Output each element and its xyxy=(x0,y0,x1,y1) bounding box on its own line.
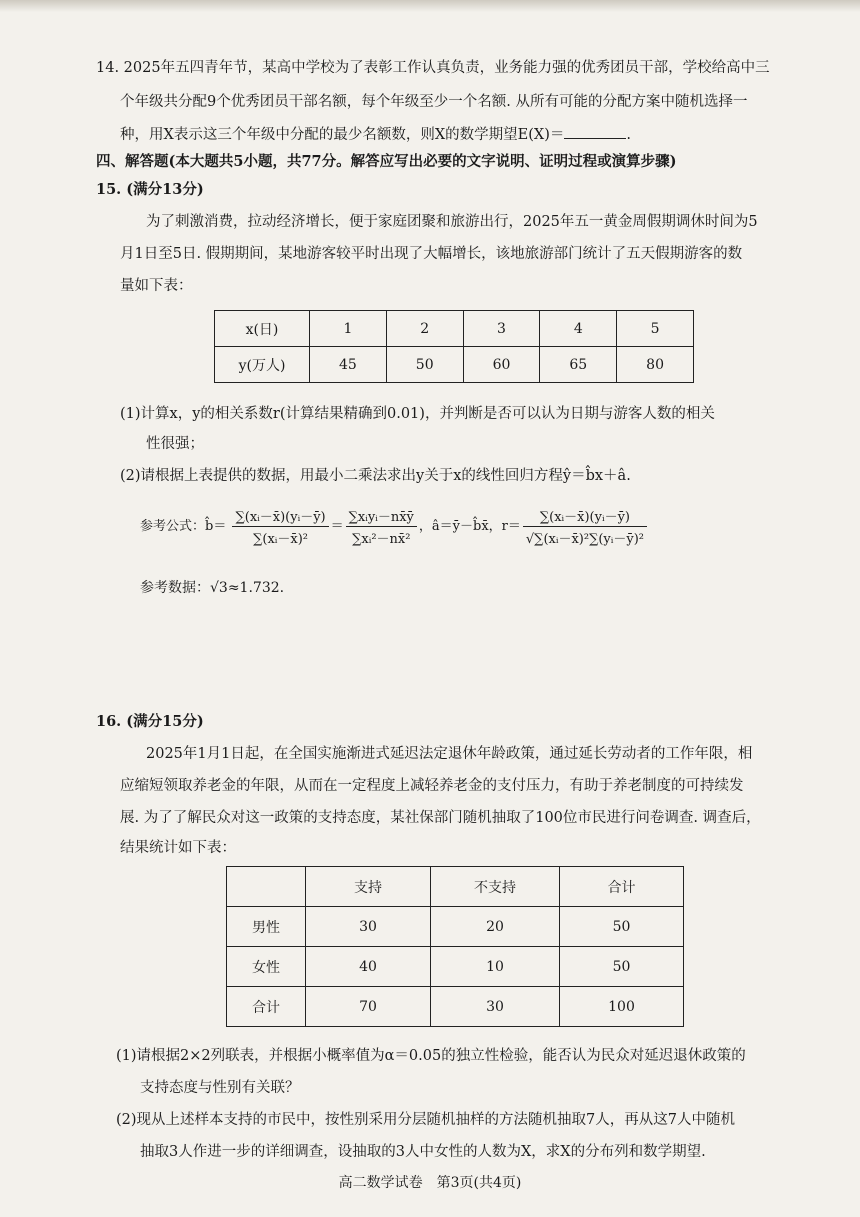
b-hat: b̂＝ xyxy=(205,519,227,534)
q15-p2: 月1日至5日. 假期期间，某地游客较平时出现了大幅增长，该地旅游部门统计了五天假期游客的数 xyxy=(120,246,743,262)
fraction-3 xyxy=(523,506,647,547)
table-cell: 合计 xyxy=(227,987,306,1027)
q15-part1-cont: 性很强； xyxy=(146,436,204,452)
table-row-label: x(日) xyxy=(215,311,310,347)
a-hat-r: ，â＝ȳ－b̂x̄，r＝ xyxy=(418,519,521,534)
q16-part1: (1)请根据2×2列联表，并根据小概率值为α＝0.05的独立性检验，能否认为民众对延迟退休政策的 xyxy=(116,1048,746,1064)
q14-line3-text: 种，用X表示这三个年级中分配的最少名额数，则X的数学期望E(X)＝ xyxy=(120,127,565,143)
table-cell: 4 xyxy=(540,311,617,347)
q14-line3 xyxy=(120,124,631,145)
q14-line3-end: . xyxy=(626,127,631,143)
fraction-3-den: √∑(xᵢ－x̄)²∑(yᵢ－ȳ)² xyxy=(525,532,645,547)
q16-p1: 2025年1月1日起，在全国实施渐进式延迟法定退休年龄政策，通过延长劳动者的工作年限，相 xyxy=(146,746,753,762)
table-cell: 65 xyxy=(540,347,617,383)
table-cell: 30 xyxy=(306,907,431,947)
table-cell: 50 xyxy=(560,907,684,947)
answer-blank xyxy=(564,124,626,139)
scan-edge xyxy=(0,0,860,12)
table-header-cell: 不支持 xyxy=(431,867,560,907)
q16-part2: (2)现从上述样本支持的市民中，按性别采用分层随机抽样的方法随机抽取7人，再从这7人中随机 xyxy=(116,1112,735,1128)
table-cell: 3 xyxy=(463,311,540,347)
table-cell: 5 xyxy=(617,311,694,347)
table-cell: 10 xyxy=(431,947,560,987)
fraction-3-num: ∑(xᵢ－x̄)(yᵢ－ȳ) xyxy=(523,506,647,527)
table-cell: 50 xyxy=(560,947,684,987)
contingency-table xyxy=(226,866,684,1027)
q16-header: 16. (满分15分) xyxy=(96,713,204,730)
table-cell: 60 xyxy=(463,347,540,383)
fraction-1-num: ∑(xᵢ－x̄)(yᵢ－ȳ) xyxy=(232,506,328,527)
q14-line1: 14. 2025年五四青年节，某高中学校为了表彰工作认真负责，业务能力强的优秀团员干部，学校给高中三 xyxy=(96,60,770,76)
q16-p3: 展. 为了了解民众对这一政策的支持态度，某社保部门随机抽取了100位市民进行问卷调查. 调查后， xyxy=(120,810,761,826)
q15-header: 15. (满分13分) xyxy=(96,181,204,198)
fraction-2-den: ∑xᵢ²－nx̄² xyxy=(352,532,411,547)
fraction-2-num: ∑xᵢyᵢ－nx̄ȳ xyxy=(346,506,417,527)
table-cell: 80 xyxy=(617,347,694,383)
table-header-cell xyxy=(227,867,306,907)
table-cell: 20 xyxy=(431,907,560,947)
fraction-1-den: ∑(xᵢ－x̄)² xyxy=(253,532,309,547)
table-cell: 30 xyxy=(431,987,560,1027)
table-header-cell: 合计 xyxy=(560,867,684,907)
table-cell: 40 xyxy=(306,947,431,987)
table-cell: 100 xyxy=(560,987,684,1027)
reference-formula: 参考公式：b̂＝ $\frac{\text{∑(xᵢ－x̄)(yᵢ－ȳ)}}{\text{∑(xᵢ－x̄)²}}$ ＝ $\frac{\text{∑xᵢyᵢ－nx̄ȳ}}{\text{∑xᵢ²－nx̄²}}$ ，â＝ȳ－b̂x̄，r＝ $\frac{\text{∑(xᵢ－x̄)(yᵢ－ȳ)}}{\text{√∑(xᵢ－x̄)²∑(yᵢ－ȳ)²}}$ xyxy=(140,506,649,547)
formula-label: 参考公式： xyxy=(140,519,206,534)
section-heading: 四、解答题(本大题共5小题，共77分。解答应写出必要的文字说明、证明过程或演算步骤) xyxy=(96,153,677,170)
table-header-cell: 支持 xyxy=(306,867,431,907)
q15-part2: (2)请根据上表提供的数据，用最小二乘法求出y关于x的线性回归方程ŷ＝b̂x＋â. xyxy=(120,468,631,484)
q15-p1: 为了刺激消费，拉动经济增长，便于家庭团聚和旅游出行，2025年五一黄金周假期调休时间为5 xyxy=(146,214,758,230)
q16-p4: 结果统计如下表： xyxy=(120,840,236,856)
table-cell: 45 xyxy=(310,347,387,383)
table-cell: 1 xyxy=(310,311,387,347)
fraction-1 xyxy=(232,506,328,547)
table-cell: 50 xyxy=(386,347,463,383)
table-cell: 女性 xyxy=(227,947,306,987)
q16-part2-cont: 抽取3人作进一步的详细调查，设抽取的3人中女性的人数为X，求X的分布列和数学期望. xyxy=(140,1144,706,1160)
table-cell: 2 xyxy=(386,311,463,347)
q15-part1: (1)计算x，y的相关系数r(计算结果精确到0.01)，并判断是否可以认为日期与游客人数的相关 xyxy=(120,406,715,422)
table-cell: 70 xyxy=(306,987,431,1027)
table-row-label: y(万人) xyxy=(215,347,310,383)
reference-data: 参考数据：√3≈1.732. xyxy=(140,580,285,596)
table-cell: 男性 xyxy=(227,907,306,947)
q14-line2: 个年级共分配9个优秀团员干部名额，每个年级至少一个名额. 从所有可能的分配方案中随机选择一 xyxy=(120,94,748,110)
q16-part1-cont: 支持态度与性别有关联？ xyxy=(140,1080,300,1096)
q15-data-table xyxy=(214,310,694,383)
q16-p2: 应缩短领取养老金的年限，从而在一定程度上减轻养老金的支付压力，有助于养老制度的可持续发 xyxy=(120,778,744,794)
page-footer: 高二数学试卷 第3页(共4页) xyxy=(338,1175,522,1191)
q15-p3: 量如下表： xyxy=(120,278,193,294)
fraction-2 xyxy=(346,506,417,547)
